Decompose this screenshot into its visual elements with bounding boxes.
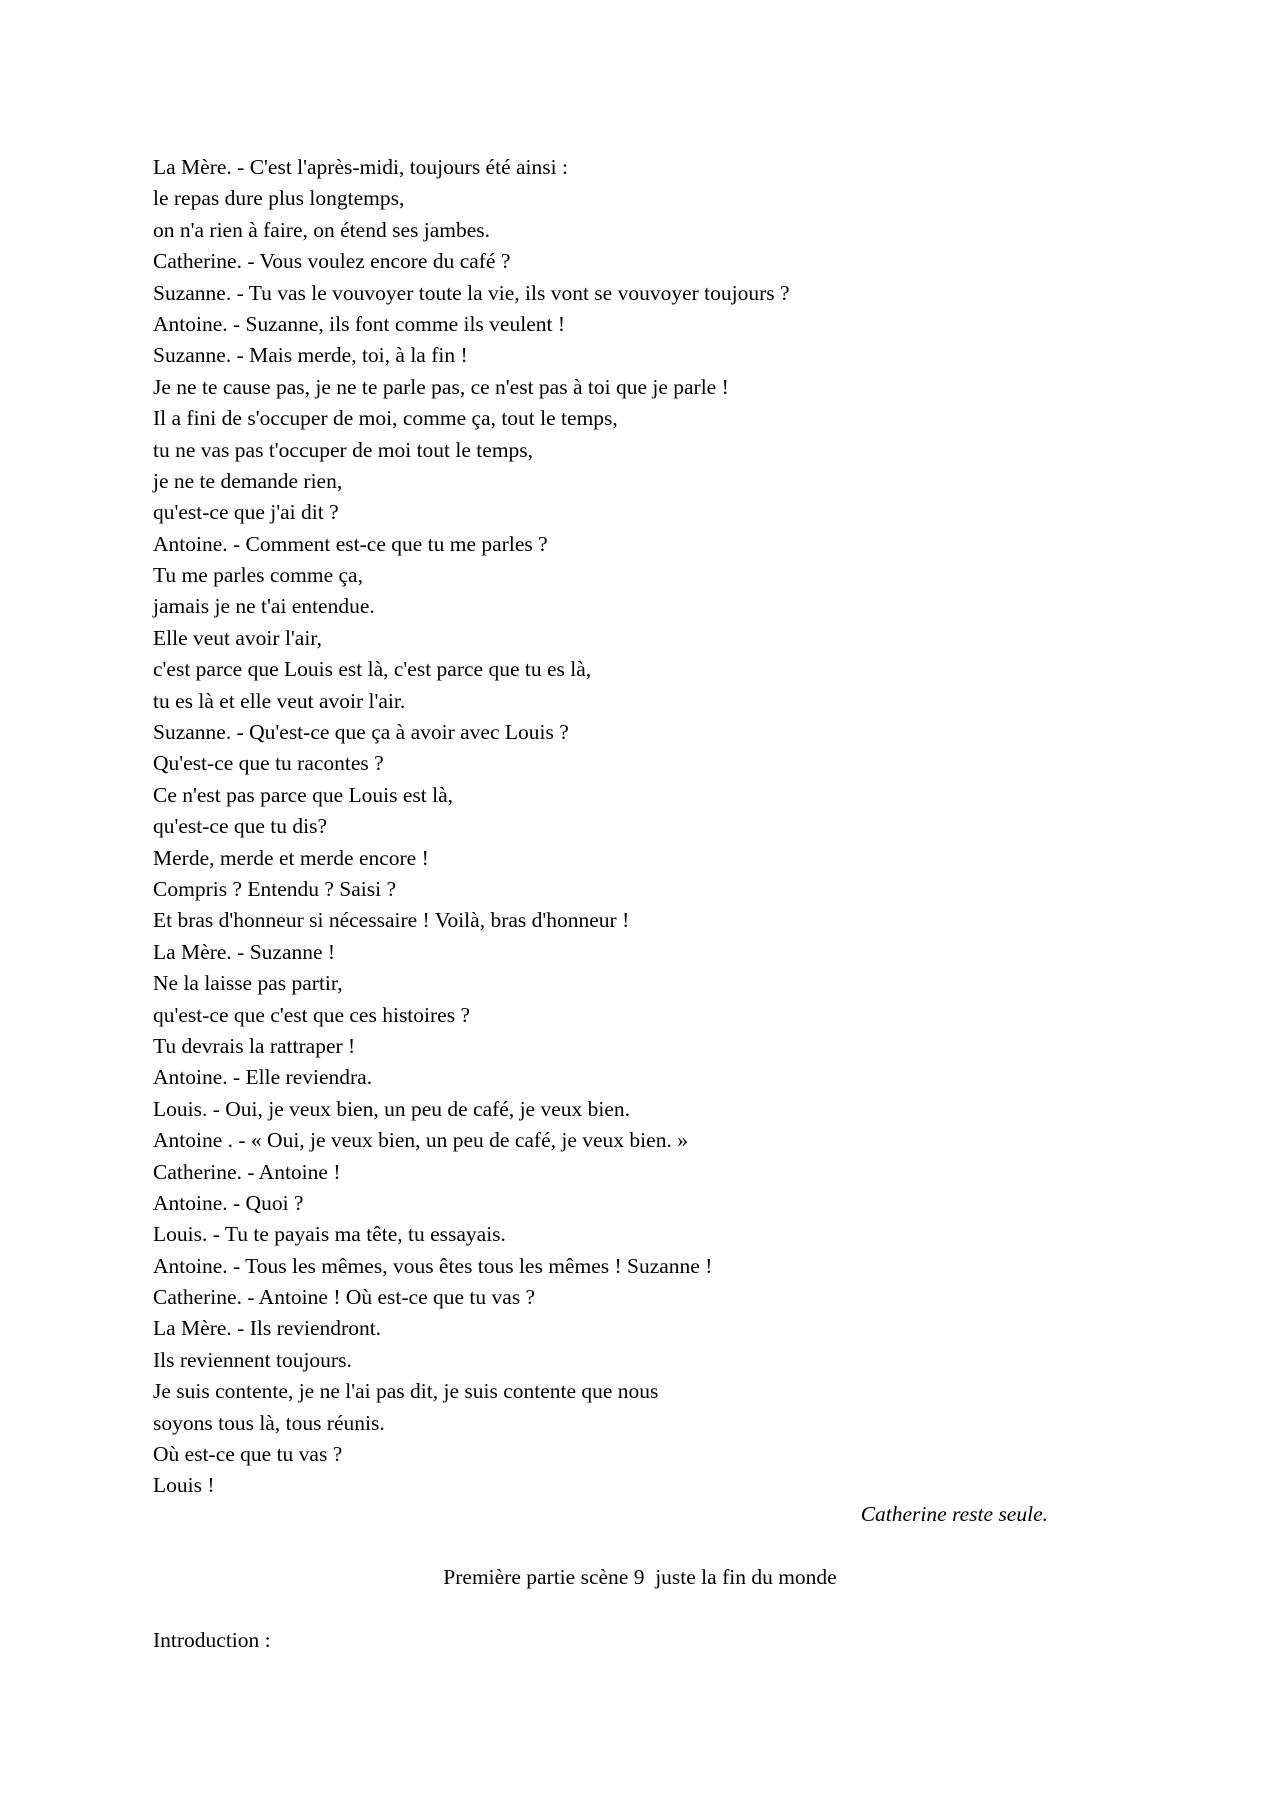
dialogue-line: qu'est-ce que j'ai dit ?: [153, 500, 339, 525]
dialogue-line: on n'a rien à faire, on étend ses jambes.: [153, 217, 490, 242]
dialogue-line: Catherine. - Antoine !: [153, 1159, 341, 1184]
dialogue-line: Antoine. - Suzanne, ils font comme ils veulent !: [153, 311, 565, 336]
dialogue-line: La Mère. - Suzanne !: [153, 939, 336, 964]
dialogue-line: Antoine. - Quoi ?: [153, 1190, 304, 1215]
dialogue-line: Ne la laisse pas partir,: [153, 971, 343, 996]
dialogue-line: Tu me parles comme ça,: [153, 563, 363, 588]
dialogue-line: Antoine . - « Oui, je veux bien, un peu de café, je veux bien. »: [153, 1128, 688, 1153]
dialogue-line: Compris ? Entendu ? Saisi ?: [153, 876, 397, 901]
dialogue-line: Louis. - Tu te payais ma tête, tu essayais.: [153, 1222, 506, 1247]
dialogue-line: jamais je ne t'ai entendue.: [153, 594, 375, 619]
dialogue-line: Louis. - Oui, je veux bien, un peu de café, je veux bien.: [153, 1096, 631, 1121]
dialogue-line: Il a fini de s'occuper de moi, comme ça, tout le temps,: [153, 406, 618, 431]
dialogue-line: Merde, merde et merde encore !: [153, 845, 429, 870]
introduction-label: Introduction :: [153, 1628, 271, 1652]
dialogue-line: Suzanne. - Tu vas le vouvoyer toute la vie, ils vont se vouvoyer toujours ?: [153, 280, 790, 305]
dialogue-line: Je ne te cause pas, je ne te parle pas, ce n'est pas à toi que je parle !: [153, 374, 729, 399]
dialogue-line: Antoine. - Comment est-ce que tu me parles ?: [153, 531, 548, 556]
dialogue-line: La Mère. - Ils reviendront.: [153, 1316, 382, 1341]
dialogue-line: La Mère. - C'est l'après-midi, toujours été ainsi :: [153, 155, 568, 179]
dialogue-line: Et bras d'honneur si nécessaire ! Voilà, bras d'honneur !: [153, 908, 630, 933]
dialogue-line: qu'est-ce que c'est que ces histoires ?: [153, 1002, 470, 1027]
dialogue-line: Tu devrais la rattraper !: [153, 1033, 356, 1058]
section-heading: Première partie scène 9 juste la fin du monde: [443, 1565, 837, 1589]
stage-direction: Catherine reste seule.: [860, 1502, 1048, 1526]
dialogue-line: Suzanne. - Mais merde, toi, à la fin !: [153, 343, 468, 368]
dialogue-line: Je suis contente, je ne l'ai pas dit, je suis contente que nous: [153, 1379, 659, 1404]
dialogue-line: c'est parce que Louis est là, c'est parce que tu es là,: [153, 657, 592, 682]
dialogue-line: Antoine. - Tous les mêmes, vous êtes tous les mêmes ! Suzanne !: [153, 1253, 713, 1278]
dialogue-line: soyons tous là, tous réunis.: [153, 1410, 385, 1435]
dialogue-line: Catherine. - Vous voulez encore du café ?: [153, 249, 511, 274]
dialogue-line: Qu'est-ce que tu racontes ?: [153, 751, 384, 776]
dialogue-line: Suzanne. - Qu'est-ce que ça à avoir avec Louis ?: [153, 720, 569, 745]
dialogue-line: Antoine. - Elle reviendra.: [153, 1065, 373, 1090]
dialogue-line: tu es là et elle veut avoir l'air.: [153, 688, 406, 713]
dialogue-line: Catherine. - Antoine ! Où est-ce que tu vas ?: [153, 1285, 536, 1310]
dialogue-line: le repas dure plus longtemps,: [153, 186, 405, 211]
dialogue-line: Ils reviennent toujours.: [153, 1347, 352, 1372]
dialogue-line: Où est-ce que tu vas ?: [153, 1442, 343, 1467]
dialogue-line: Louis !: [153, 1473, 215, 1498]
dialogue-line: je ne te demande rien,: [153, 468, 343, 493]
dialogue-line: qu'est-ce que tu dis?: [153, 814, 328, 839]
dialogue-line: Elle veut avoir l'air,: [153, 625, 322, 650]
dialogue-line: Ce n'est pas parce que Louis est là,: [153, 782, 454, 807]
dialogue-line: tu ne vas pas t'occuper de moi tout le temps,: [153, 437, 534, 462]
dialogue-block: [153, 152, 1053, 1502]
